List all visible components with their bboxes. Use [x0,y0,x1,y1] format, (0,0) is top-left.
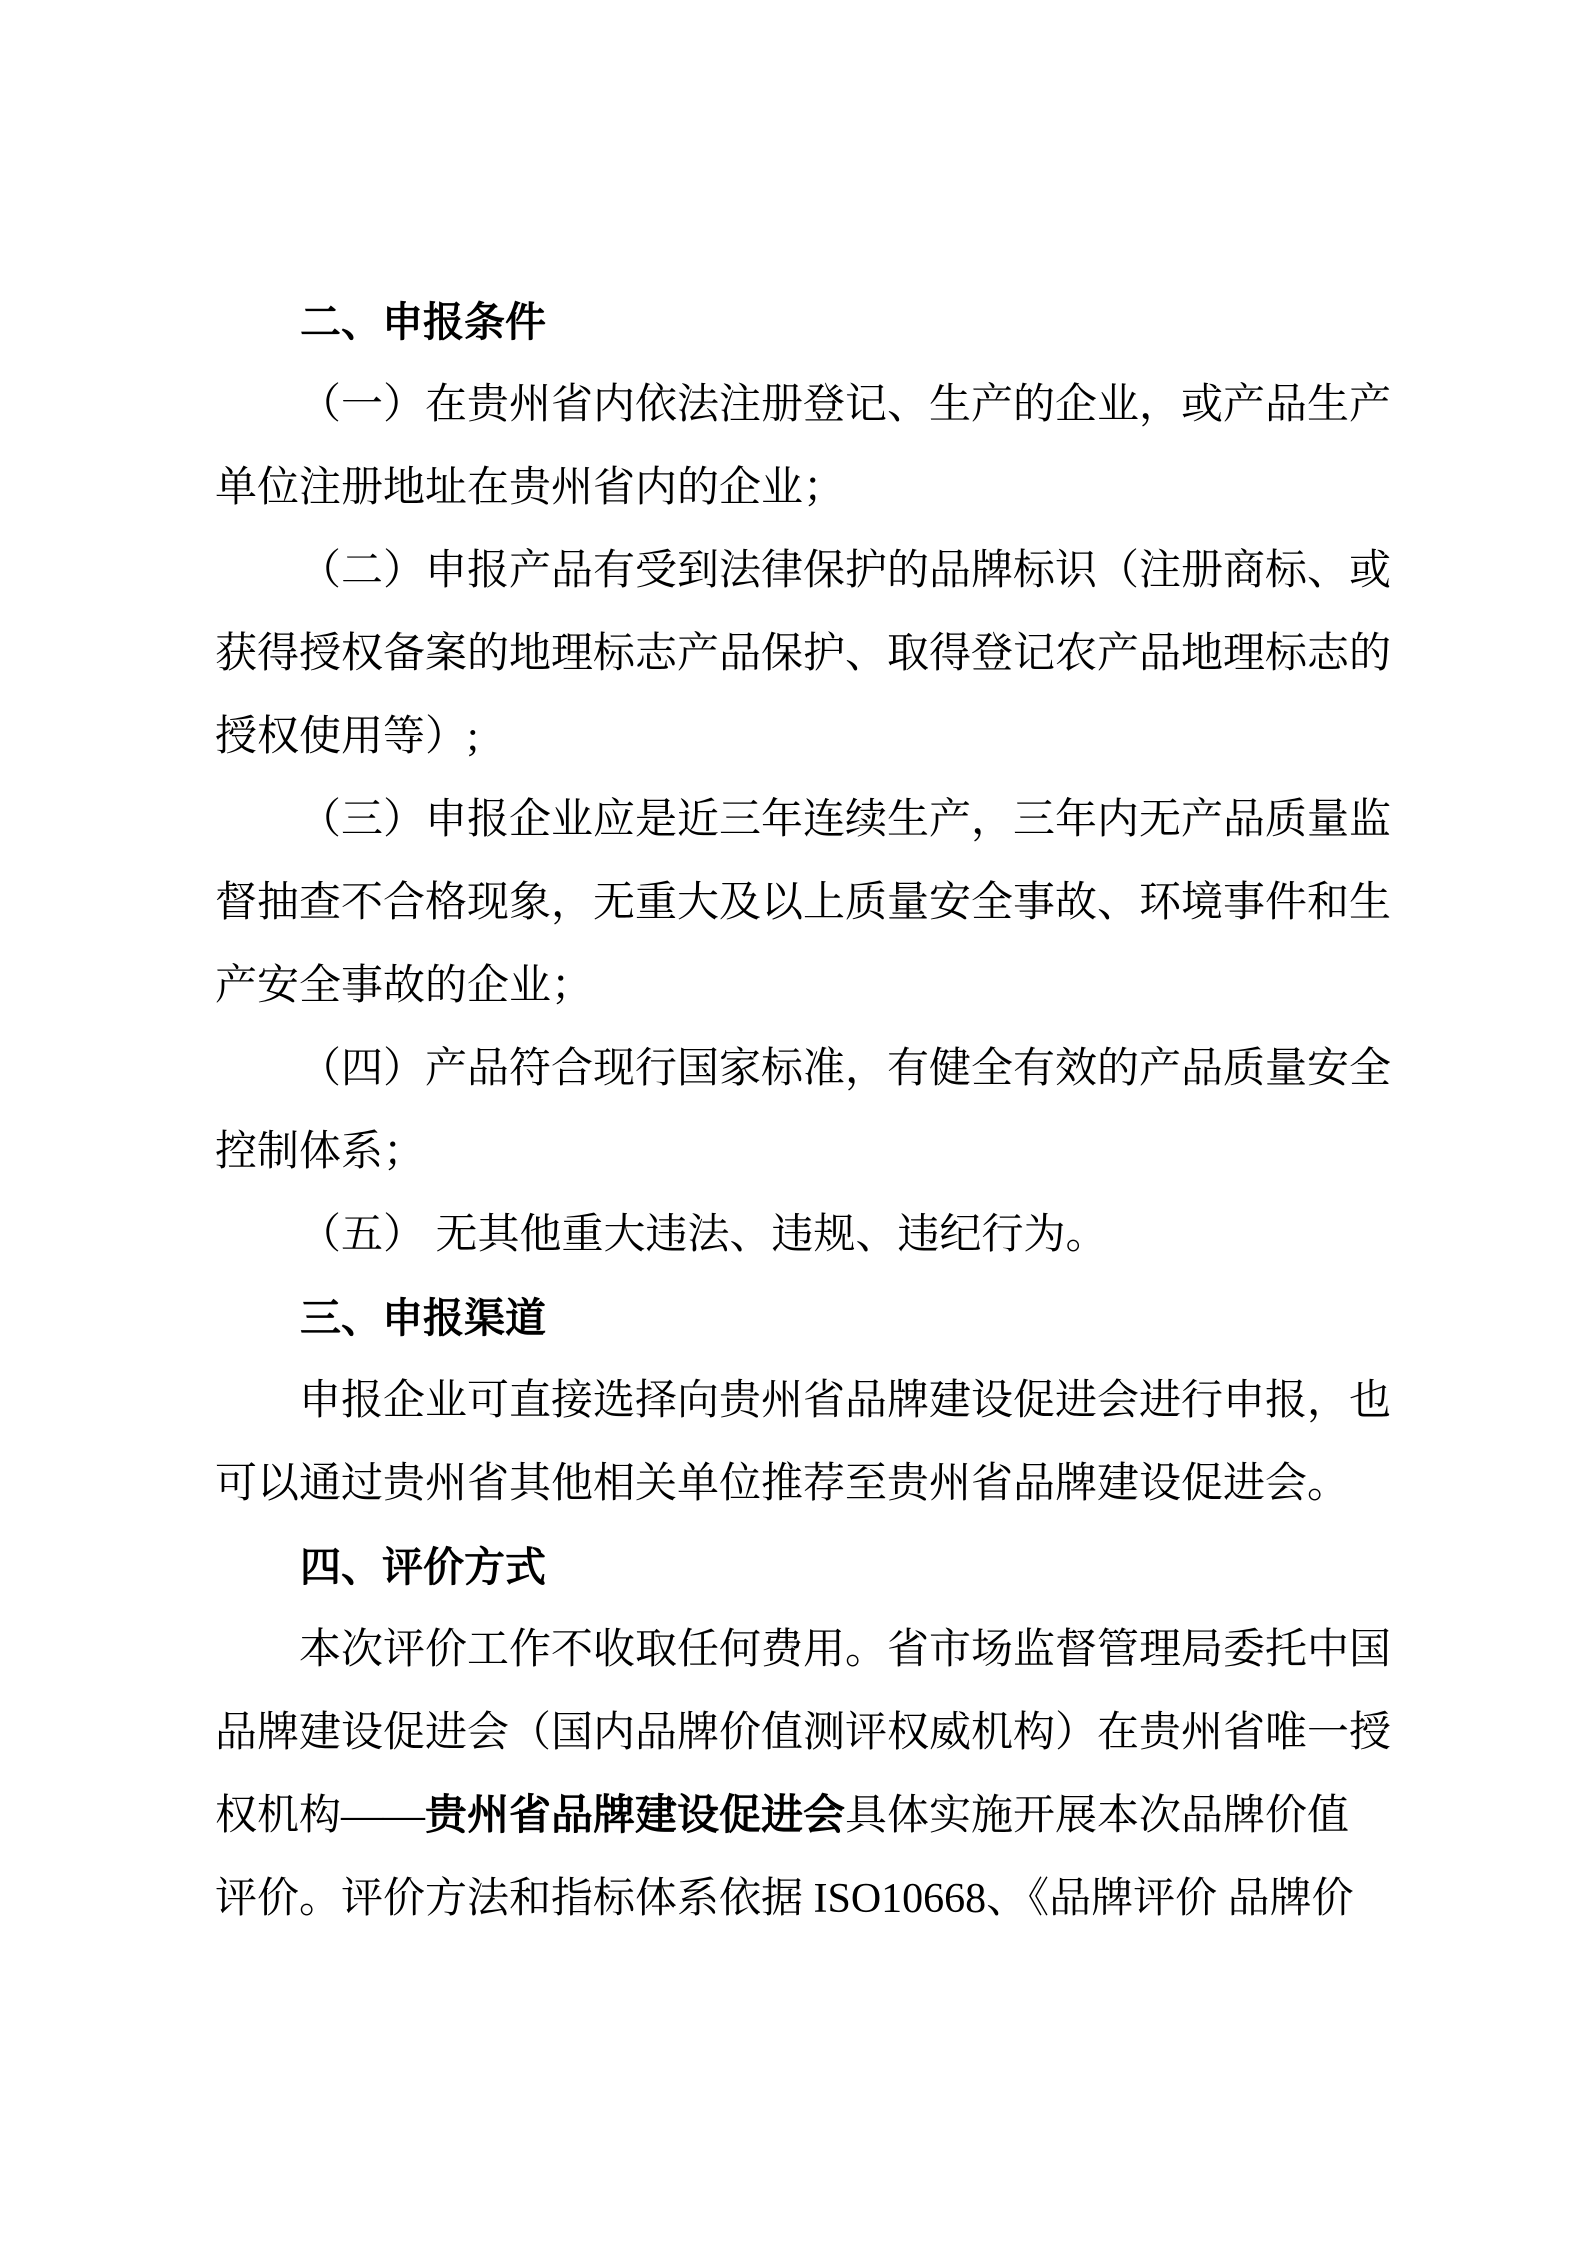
text-line [215,1609,1395,1692]
text-segment: 控制体系； [215,1129,426,1175]
paragraph [215,1609,1395,1941]
text-segment: 产安全事故的企业； [215,963,594,1009]
text-line [215,447,1395,530]
text-line [215,1858,1395,1941]
paragraph [215,1194,1395,1277]
bold-text-segment: 贵州省品牌建设促进会 [425,1793,846,1839]
bold-text-segment: 三、申报渠道 [300,1295,546,1341]
text-line [215,1692,1395,1775]
paragraph [215,1028,1395,1194]
text-line [215,364,1395,447]
text-line [215,696,1395,779]
section-heading [215,1277,1395,1360]
text-segment: （四）产品符合现行国家标准，有健全有效的产品质量安全 [299,1046,1392,1092]
text-line [215,1277,1395,1360]
text-line [215,1111,1395,1194]
text-segment: （三）申报企业应是近三年连续生产，三年内无产品质量监 [299,797,1392,843]
bold-text-segment: 四、评价方式 [300,1544,546,1590]
paragraph [215,779,1395,1028]
text-segment: 评价。评价方法和指标体系依据 ISO10668、《品牌评价 品牌价 [215,1876,1354,1922]
text-segment: 获得授权备案的地理标志产品保护、取得登记农产品地理标志的 [215,631,1392,677]
text-segment: 本次评价工作不收取任何费用。省市场监督管理局委托中国 [299,1627,1392,1673]
text-line [215,1194,1395,1277]
paragraph [215,364,1395,530]
text-segment: 具体实施开展本次品牌价值 [845,1793,1350,1839]
text-line [215,1443,1395,1526]
text-segment: 申报企业可直接选择向贵州省品牌建设促进会进行申报，也 [299,1378,1392,1424]
text-line [215,530,1395,613]
text-line [215,281,1395,364]
paragraph [215,1360,1395,1526]
text-line [215,1526,1395,1609]
text-line [215,1028,1395,1111]
paragraph [215,530,1395,779]
text-line [215,779,1395,862]
text-line [215,862,1395,945]
text-line [215,945,1395,1028]
text-segment: 授权使用等）; [215,714,479,760]
text-segment: 单位注册地址在贵州省内的企业； [215,465,846,511]
text-segment: 可以通过贵州省其他相关单位推荐至贵州省品牌建设促进会。 [215,1461,1350,1507]
text-segment: 督抽查不合格现象，无重大及以上质量安全事故、环境事件和生 [215,880,1392,926]
text-line [215,613,1395,696]
text-segment: 权机构—— [215,1793,426,1839]
section-heading [215,1526,1395,1609]
text-line [215,1360,1395,1443]
text-segment: 品牌建设促进会（国内品牌价值测评权威机构）在贵州省唯一授 [215,1710,1392,1756]
document-body [215,281,1395,1941]
text-line [215,1775,1395,1858]
text-segment: （二）申报产品有受到法律保护的品牌标识（注册商标、或 [299,548,1392,594]
bold-text-segment: 二、申报条件 [300,299,546,345]
section-heading [215,281,1395,364]
text-segment: （五） 无其他重大违法、违规、违纪行为。 [299,1212,1108,1258]
text-segment: （一）在贵州省内依法注册登记、生产的企业，或产品生产 [299,382,1392,428]
